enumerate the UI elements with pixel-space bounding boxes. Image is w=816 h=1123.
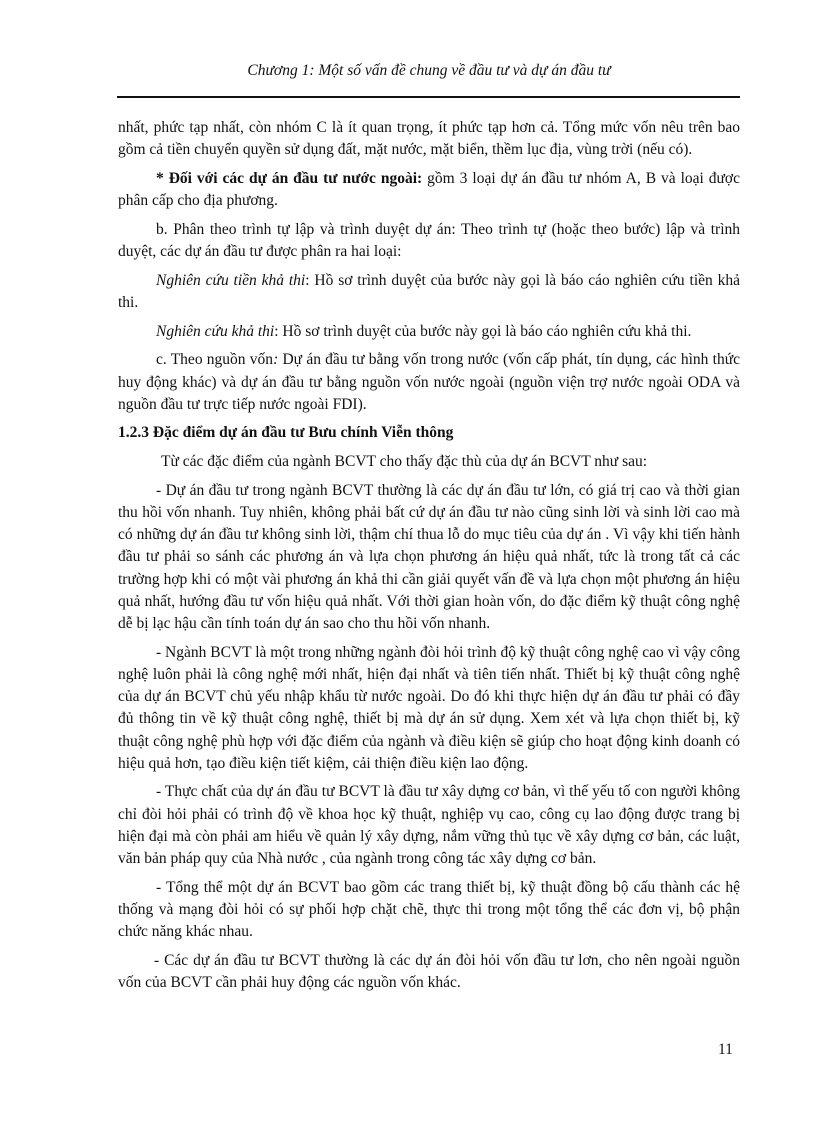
feasibility-term: Nghiên cứu khả thi [156,322,275,340]
pre-feasibility-term: Nghiên cứu tiền khả thi [156,271,306,289]
paragraph-technology: - Ngành BCVT là một trong những ngành đòi hỏi trình độ kỹ thuật công nghệ cao vì vậy công nghệ luôn phải là công nghệ mới nhất, hiện đại nhất và tiên tiến nhất. Thiết bị kỹ thuật công nghệ của dự án BCVT chủ yếu nhập khẩu từ nước ngoài. Do đó khi thực hiện dự án đầu tư phải có đầy đủ thông tin về kỹ thuật công nghệ, thiết bị mà dự án sử dụng. Xem xét và lựa chọn thiết bị, kỹ thuật công nghệ phù hợp với đặc điểm của ngành và điều kiện sẽ giúp cho hoạt động kinh doanh có hiệu quả hơn, tạo điều kiện tiết kiệm, cải thiện điều kiện lao động. [118,643,740,772]
paragraph-capital: - Các dự án đầu tư BCVT thường là các dự án đòi hỏi vốn đầu tư lơn, cho nên ngoài nguồn vốn của BCVT cần phải huy động các nguồn vốn khác. [118,951,740,992]
foreign-projects-text: gồm 3 loại dự án đầu tư nhóm A, B và loại được phân cấp cho địa phương. [118,169,741,210]
paragraph-feasibility [118,321,740,343]
paragraph-construction: - Thực chất của dự án đầu tư BCVT là đầu tư xây dựng cơ bản, vì thế yếu tố con người không chỉ đòi hỏi phải có trình độ về khoa học kỹ thuật, nghiệp vụ cao, công cụ lao động được trang bị hiện đại mà còn phải am hiểu về quản lý xây dựng, nắm vững thủ tục về xây dựng cơ bản, các luật, văn bản pháp quy của Nhà nước , của ngành trong công tác xây dựng cơ bản. [118,783,740,868]
page-number: 11 [718,1041,733,1058]
classification-c-text: Dự án đầu tư bằng vốn trong nước (vốn cấp phát, tín dụng, các hình thức huy động khác) và dự án đầu tư bằng nguồn vốn nước ngoài (nguồn viện trợ nước ngoài ODA và nguồn đầu tư trực tiếp nước ngoài FDI). [118,351,741,413]
page-body [118,117,740,1001]
header-rule [117,96,740,98]
paragraph-group-c: nhất, phức tạp nhất, còn nhóm C là ít quan trọng, ít phức tạp hơn cả. Tổng mức vốn nêu trên bao gồm cả tiền chuyển quyền sử dụng đất, mặt nước, mặt biển, thềm lục địa, vùng trời (nếu có). [118,119,740,159]
paragraph-classification-b: b. Phân theo trình tự lập và trình duyệt dự án: Theo trình tự (hoặc theo bước) lập và trình duyệt, các dự án đầu tư được phân ra hai loại: [118,220,740,261]
paragraph-classification-c [118,349,740,416]
paragraph-system: - Tổng thể một dự án BCVT bao gồm các trang thiết bị, kỹ thuật đồng bộ cấu thành các hệ thống và mạng đòi hỏi có sự phối hợp chặt chẽ, thực thi trong một tổng thể các đơn vị, bộ phận chức năng khác nhau. [118,878,740,941]
classification-c-label: c. Theo nguồn vốn [156,351,274,369]
feasibility-text: : Hồ sơ trình duyệt của bước này gọi là báo cáo nghiên cứu khả thi. [274,322,692,340]
paragraph-large-investment: - Dự án đầu tư trong ngành BCVT thường là các dự án đầu tư lớn, có giá trị cao và thời gian thu hồi vốn nhanh. Tuy nhiên, không phải bất cứ dự án đầu tư nào cũng sinh lời và sinh lời cao mà có những dự án đầu tư không sinh lời, thậm chí thua lỗ do mục tiêu của dự án . Vì vậy khi tiến hành đầu tư phải so sánh các phương án và lựa chọn phương án hiệu quả nhất, tức là trong tất cả các trường hợp khi có một vài phương án khả thi cần giải quyết vấn đề và lựa chọn một phương án hiệu quả nhất, hướng đầu tư vốn hiệu quả nhất. Với thời gian hoàn vốn, do đặc điểm kỹ thuật công nghệ dễ bị lạc hậu cần tính toán dự án sao cho thu hồi vốn nhanh. [118,481,740,633]
classification-c-colon: : [273,351,279,369]
foreign-projects-label: * Đối với các dự án đầu tư nước ngoài: [156,169,423,187]
section-heading: 1.2.3 Đặc điểm dự án đầu tư Bưu chính Viễn thông [118,424,454,442]
paragraph-pre-feasibility [118,270,740,314]
paragraph-foreign-projects [118,168,740,212]
pre-feasibility-text: : Hồ sơ trình duyệt của bước này gọi là báo cáo nghiên cứu tiền khả thi. [118,271,741,311]
chapter-header: Chương 1: Một số vấn đề chung về đầu tư và dự án đầu tư [247,62,611,79]
paragraph-intro: Từ các đặc điểm của ngành BCVT cho thấy đặc thù của dự án BCVT như sau: [161,453,648,471]
